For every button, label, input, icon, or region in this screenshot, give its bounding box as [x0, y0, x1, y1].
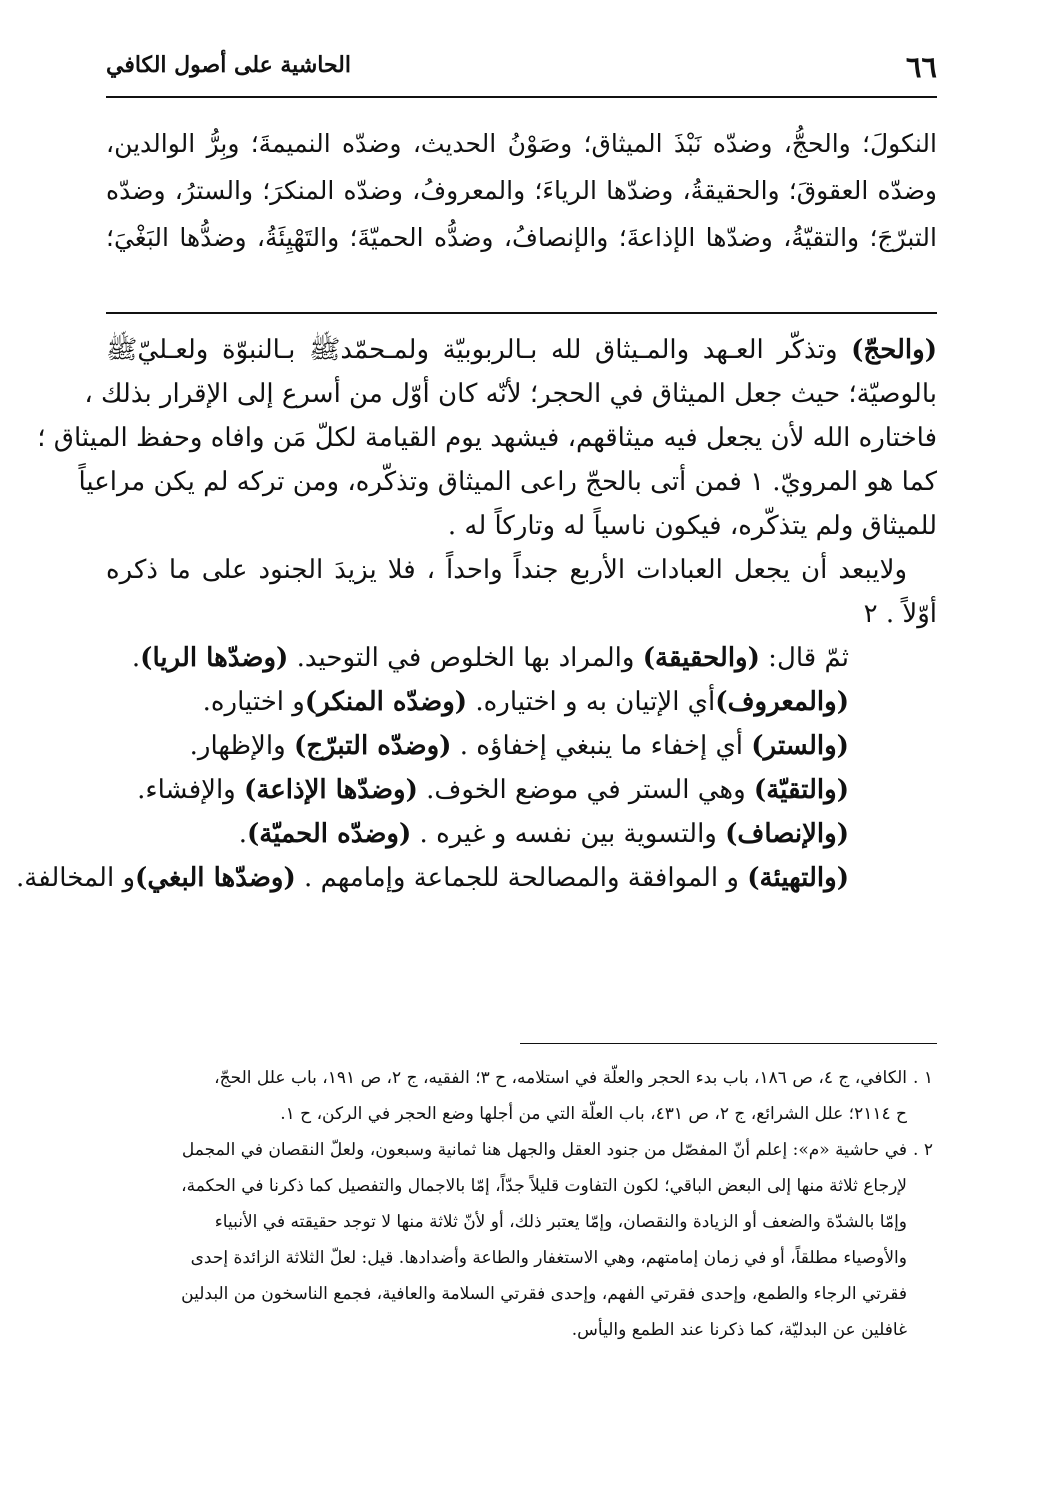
item-term: (والتقيّة) — [753, 775, 849, 805]
item-opposite: (وضدّها البغي) — [135, 863, 296, 893]
footnote-text: الكافي، ج ٤، ص ١٨٦، باب بدء الحجر والعلّة في استلامه، ح ٣؛ الفقيه، ج ٢، ص ١٩١، باب علل الحجّ، — [214, 1068, 907, 1088]
commentary-line: ولايبعد أن يجعل العبادات الأربع جنداً واحداً ، فلا يزيدَ الجنود على ما ذكره — [106, 555, 907, 585]
main-text-line: وضدّه العقوقَ؛ والحقيقةُ، وضدّها الرياءَ؛ والمعروفُ، وضدّه المنكرَ؛ والسترُ، وضدّه — [106, 176, 937, 205]
commentary-item — [106, 768, 937, 812]
footnote-line: ح ٢١١٤؛ علل الشرائع، ج ٢، ص ٤٣١، باب العلّة التي من أجلها وضع الحجر في الركن، ح ١. — [280, 1104, 907, 1124]
footnote-number: ٢ . — [913, 1140, 933, 1160]
item-gloss: والتسوية بين نفسه و غيره . — [411, 819, 726, 849]
item-gloss: وهي الستر في موضع الخوف. — [417, 775, 754, 805]
item-prefix: ثمّ قال: — [759, 643, 849, 673]
item-term: (والحقيقة) — [642, 643, 760, 673]
footnote-line: لإرجاع ثلاثة منها إلى البعض الباقي؛ لكون التفاوت قليلاً جدّاً، إمّا بالاجمال والتفصيل كما ذكرنا في الحكمة، — [181, 1176, 907, 1196]
commentary-lemma: (والحجّ) — [851, 335, 937, 365]
footnote-divider — [520, 1043, 937, 1044]
commentary-line: بالوصيّة؛ حيث جعل الميثاق في الحجر؛ لأنّه كان أوّل من أسرع إلى الإقرار بذلك ، — [84, 379, 937, 409]
running-title: الحاشية على أصول الكافي — [106, 52, 351, 78]
commentary-line: أوّلاً . ٢ — [863, 599, 937, 629]
commentary-item — [106, 812, 937, 856]
commentary-line — [106, 328, 937, 372]
footnote-text: في حاشية «م»: إعلم أنّ المفصّل من جنود العقل والجهل هنا ثمانية وسبعون، ولعلّ النقصان في المجمل — [181, 1140, 907, 1160]
item-gloss: و الموافقة والمصالحة للجماعة وإمامهم . — [295, 863, 748, 893]
page-number: ٦٦ — [905, 50, 937, 84]
footnote-line: والأوصياء مطلقاً، أو في زمان إمامتهم، وهي الاستغفار والطاعة وأضدادها. قيل: لعلّ الثلاثة الزائدة إحدى — [190, 1248, 907, 1268]
commentary-item — [106, 724, 937, 768]
item-gloss: والمراد بها الخلوص في التوحيد. — [288, 643, 643, 673]
item-suffix: . — [131, 643, 141, 673]
item-suffix: والإفشاء. — [137, 775, 245, 805]
commentary — [16, 328, 937, 900]
item-term: (والمعروف) — [715, 687, 849, 717]
commentary-item — [16, 856, 937, 900]
item-suffix: و اختياره. — [202, 687, 305, 717]
commentary-item — [106, 636, 937, 680]
footnote-line: فقرتي الرجاء والطمع، وإحدى فقرتي الفهم، وإحدى فقرتي السلامة والعافية، فجمع الناسخون من البدلين — [181, 1284, 907, 1304]
item-opposite: (وضدّها الإذاعة) — [244, 775, 418, 805]
page-header — [106, 44, 937, 98]
footnote-line: وإمّا بالشدّة والضعف أو الزيادة والنقصان، وإمّا يعتبر ذلك، أو لأنّ ثلاثة منها لا توجد حقيقته في الأنبياء — [214, 1212, 907, 1232]
item-opposite: (وضدّه المنكر) — [304, 687, 468, 717]
commentary-item — [106, 680, 937, 724]
item-term: (والستر) — [751, 731, 849, 761]
item-gloss: أي إخفاء ما ينبغي إخفاؤه . — [451, 731, 752, 761]
main-text — [106, 120, 937, 261]
item-suffix: و المخالفة. — [16, 863, 136, 893]
footnote-line — [106, 1060, 937, 1096]
item-suffix: . — [238, 819, 247, 849]
item-term: (والإنصاف) — [725, 819, 849, 849]
footnote-line: غافلين عن البدليّة، كما ذكرنا عند الطمع واليأس. — [571, 1320, 907, 1340]
footnote-number: ١ . — [913, 1068, 933, 1088]
item-suffix: والإظهار. — [189, 731, 294, 761]
item-opposite: (وضدّه الحميّة) — [246, 819, 412, 849]
item-opposite: (وضدّه التبرّج) — [293, 731, 452, 761]
commentary-line: كما هو المرويّ. ١ فمن أتى بالحجّ راعى الميثاق وتذكّره، ومن تركه لم يكن مراعياً — [78, 467, 937, 497]
footnote-line — [106, 1132, 937, 1168]
section-divider — [106, 312, 937, 314]
main-text-line: التبرّجَ؛ والتقيّةُ، وضدّها الإذاعةَ؛ والإنصافُ، وضدُّه الحميّةَ؛ والتَهْيِئَةُ، وضدُّها البَغْيَ؛ — [106, 223, 937, 252]
footnotes — [106, 1060, 937, 1348]
commentary-line: للميثاق ولم يتذكّره، فيكون ناسياً له وتاركاً له . — [447, 511, 937, 541]
commentary-text: وتذكّر العـهد والمـيثاق لله بـالربوبيّة ولمـحمّدﷺ بـالنبوّة ولعـليّ — [137, 335, 852, 365]
honorific-glyph: ﷺ — [106, 335, 138, 365]
main-text-line: النكولَ؛ والحجُّ، وضدّه نَبْذَ الميثاق؛ وصَوْنُ الحديث، وضدّه النميمةَ؛ وبِرُّ الوالدين، — [106, 129, 937, 158]
item-opposite: (وضدّها الريا) — [140, 643, 289, 673]
item-gloss: أي الإتيان به و اختياره. — [467, 687, 716, 717]
item-term: (والتهيئة) — [747, 863, 849, 893]
commentary-line: فاختاره الله لأن يجعل فيه ميثاقهم، فيشهد يوم القيامة لكلّ مَن وافاه وحفظ الميثاق ؛ — [37, 423, 937, 453]
